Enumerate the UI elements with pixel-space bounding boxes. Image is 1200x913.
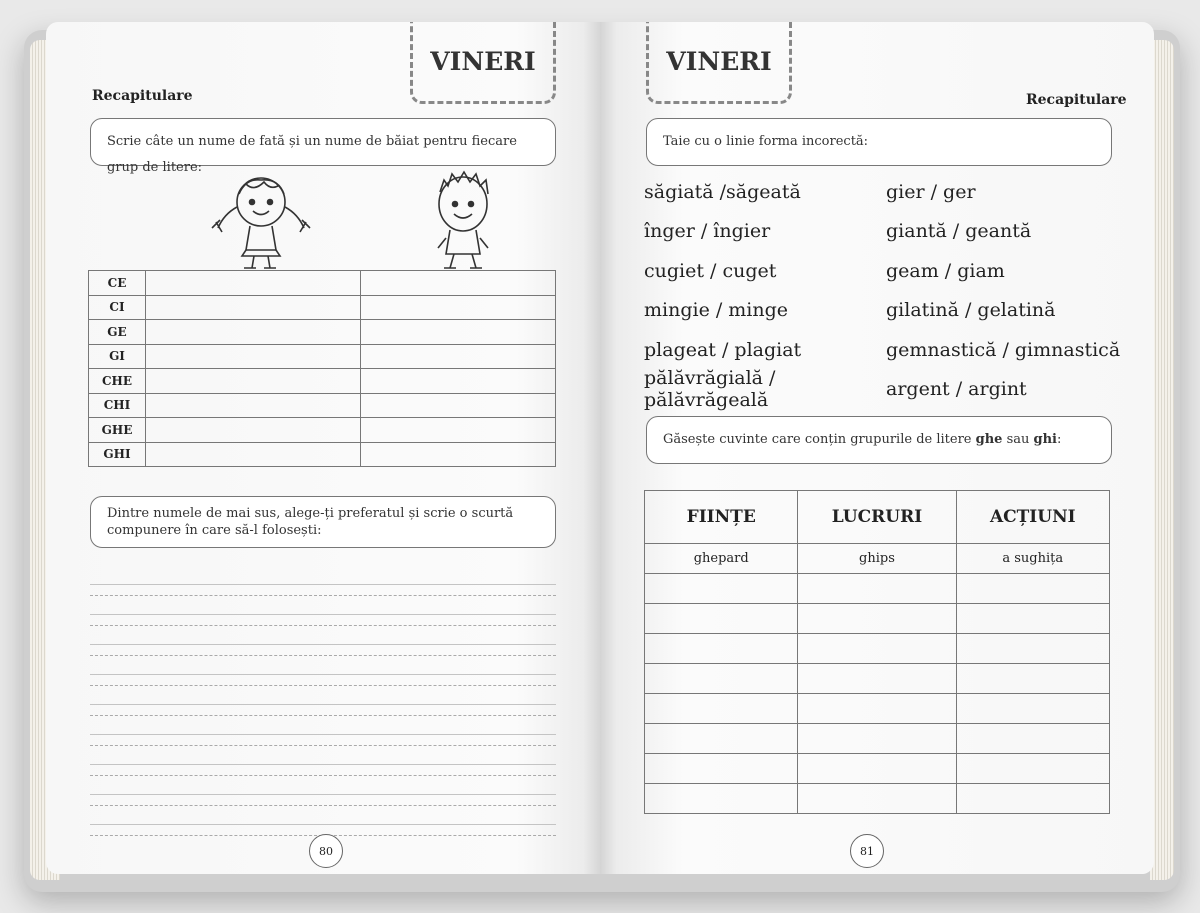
- word-pair-left[interactable]: săgiată /săgeată: [644, 180, 801, 203]
- table-row: [89, 320, 556, 345]
- writing-lines[interactable]: [90, 566, 556, 836]
- boy-name-cell[interactable]: [361, 369, 556, 394]
- page-number-left: 80: [309, 834, 343, 868]
- word-pair-row: [644, 172, 1124, 212]
- word-pair-row: [644, 251, 1124, 291]
- instruction-prefix: Găsește cuvinte care conțin grupurile de litere: [663, 432, 976, 447]
- word-pair-row: [644, 330, 1124, 370]
- word-pair-row: [644, 367, 1124, 412]
- table-row: [89, 393, 556, 418]
- answer-cell[interactable]: [798, 634, 956, 664]
- answer-cell[interactable]: [798, 694, 956, 724]
- table-row: [89, 271, 556, 296]
- girl-name-cell[interactable]: [146, 344, 361, 369]
- answer-cell[interactable]: [645, 754, 798, 784]
- instruction-box-cross-out: [646, 118, 1112, 166]
- boy-name-cell[interactable]: [361, 320, 556, 345]
- answer-cell[interactable]: [645, 664, 798, 694]
- table-row: [89, 418, 556, 443]
- word-pair-left[interactable]: cugiet / cuget: [644, 259, 777, 282]
- answer-cell[interactable]: [798, 724, 956, 754]
- letter-group-label: GI: [89, 344, 146, 369]
- answer-cell[interactable]: [956, 694, 1109, 724]
- example-actiuni: a sughița: [956, 544, 1109, 574]
- letter-group-label: CI: [89, 295, 146, 320]
- word-pair-row: [644, 212, 1124, 252]
- table-row: [645, 694, 1110, 724]
- word-pair-left[interactable]: mingie / minge: [644, 299, 789, 322]
- instruction-bold-ghe: ghe: [975, 432, 1003, 447]
- instruction-bold-ghi: ghi: [1033, 432, 1057, 447]
- answer-cell[interactable]: [645, 574, 798, 604]
- instruction-box-find-words: [646, 416, 1112, 464]
- writing-line[interactable]: [90, 566, 556, 596]
- writing-line[interactable]: [90, 716, 556, 746]
- instruction-box-names: [90, 118, 556, 175]
- answer-cell[interactable]: [956, 784, 1109, 814]
- letter-group-label: CHI: [89, 393, 146, 418]
- category-table: [644, 490, 1110, 814]
- header-fiinte: FIINȚE: [645, 491, 798, 544]
- page-number-right: 81: [850, 834, 884, 868]
- writing-line[interactable]: [90, 626, 556, 656]
- writing-line[interactable]: [90, 806, 556, 836]
- day-tab-left: VINERI: [410, 22, 556, 104]
- word-pair-right[interactable]: geam / giam: [886, 259, 1005, 282]
- word-pair-right[interactable]: gier / ger: [886, 180, 976, 203]
- letter-groups-table: [88, 270, 556, 467]
- answer-cell[interactable]: [956, 574, 1109, 604]
- section-title-left: Recapitulare: [92, 88, 193, 104]
- answer-cell[interactable]: [798, 754, 956, 784]
- word-pair-row: [644, 291, 1124, 331]
- right-page: [600, 22, 1154, 874]
- example-fiinte: ghepard: [645, 544, 798, 574]
- boy-name-cell[interactable]: [361, 393, 556, 418]
- answer-cell[interactable]: [645, 634, 798, 664]
- writing-line[interactable]: [90, 746, 556, 776]
- boy-name-cell[interactable]: [361, 442, 556, 467]
- table-row: [645, 664, 1110, 694]
- word-pair-left[interactable]: plageat / plagiat: [644, 338, 802, 361]
- section-title-right: Recapitulare: [1026, 92, 1127, 108]
- table-row: [645, 604, 1110, 634]
- example-lucruri: ghips: [798, 544, 956, 574]
- word-pair-right[interactable]: giantă / geantă: [886, 220, 1032, 243]
- table-row: [89, 442, 556, 467]
- table-row: [645, 574, 1110, 604]
- table-row: [89, 369, 556, 394]
- answer-cell[interactable]: [956, 754, 1109, 784]
- header-actiuni: ACȚIUNI: [956, 491, 1109, 544]
- answer-cell[interactable]: [798, 604, 956, 634]
- answer-cell[interactable]: [798, 574, 956, 604]
- boy-name-cell[interactable]: [361, 418, 556, 443]
- word-pairs-list: [644, 172, 1124, 412]
- instruction-suffix: :: [1056, 432, 1062, 447]
- girl-name-cell[interactable]: [146, 295, 361, 320]
- girl-name-cell[interactable]: [146, 442, 361, 467]
- boy-name-cell[interactable]: [361, 344, 556, 369]
- girl-name-cell[interactable]: [146, 369, 361, 394]
- letter-group-label: GHI: [89, 442, 146, 467]
- word-pair-right[interactable]: argent / argint: [886, 378, 1027, 401]
- writing-line[interactable]: [90, 656, 556, 686]
- answer-cell[interactable]: [956, 604, 1109, 634]
- girl-name-cell[interactable]: [146, 393, 361, 418]
- word-pair-right[interactable]: gemnastică / gimnastică: [886, 338, 1121, 361]
- table-row: [645, 724, 1110, 754]
- instruction-text: Scrie câte un nume de fată și un nume de băiat pentru fiecare grup de litere:: [107, 134, 517, 175]
- answer-cell[interactable]: [956, 664, 1109, 694]
- girl-name-cell[interactable]: [146, 418, 361, 443]
- writing-line[interactable]: [90, 596, 556, 626]
- table-row: [645, 784, 1110, 814]
- table-row: [89, 344, 556, 369]
- table-row: [645, 754, 1110, 784]
- instruction-mid: sau: [1002, 432, 1034, 447]
- instruction-text: Dintre numele de mai sus, alege-ți preferatul și scrie o scurtă compunere în care să-l folosești:: [107, 506, 514, 538]
- word-pair-left[interactable]: pălăvrăgială / pălăvrăgeală: [644, 367, 776, 412]
- letter-group-label: GE: [89, 320, 146, 345]
- girl-name-cell[interactable]: [146, 271, 361, 296]
- girl-name-cell[interactable]: [146, 320, 361, 345]
- writing-line[interactable]: [90, 686, 556, 716]
- word-pair-left[interactable]: înger / îngier: [644, 220, 771, 243]
- boy-name-cell[interactable]: [361, 295, 556, 320]
- answer-cell[interactable]: [956, 724, 1109, 754]
- header-lucruri: LUCRURI: [798, 491, 956, 544]
- day-tab-right: VINERI: [646, 22, 792, 104]
- boy-drawing: [418, 168, 508, 272]
- girl-drawing: [206, 172, 316, 272]
- word-pair-right[interactable]: gilatină / gelatină: [886, 299, 1056, 322]
- answer-cell[interactable]: [645, 604, 798, 634]
- answer-cell[interactable]: [645, 694, 798, 724]
- boy-name-cell[interactable]: [361, 271, 556, 296]
- table-row: [89, 295, 556, 320]
- answer-cell[interactable]: [798, 664, 956, 694]
- answer-cell[interactable]: [645, 724, 798, 754]
- instruction-text: Taie cu o linie forma incorectă:: [663, 134, 869, 149]
- table-row: [645, 544, 1110, 574]
- answer-cell[interactable]: [956, 634, 1109, 664]
- instruction-box-composition: [90, 496, 556, 548]
- left-page: [46, 22, 600, 874]
- letter-group-label: CE: [89, 271, 146, 296]
- answer-cell[interactable]: [798, 784, 956, 814]
- letter-group-label: GHE: [89, 418, 146, 443]
- writing-line[interactable]: [90, 776, 556, 806]
- table-row: [645, 634, 1110, 664]
- answer-cell[interactable]: [645, 784, 798, 814]
- letter-group-label: CHE: [89, 369, 146, 394]
